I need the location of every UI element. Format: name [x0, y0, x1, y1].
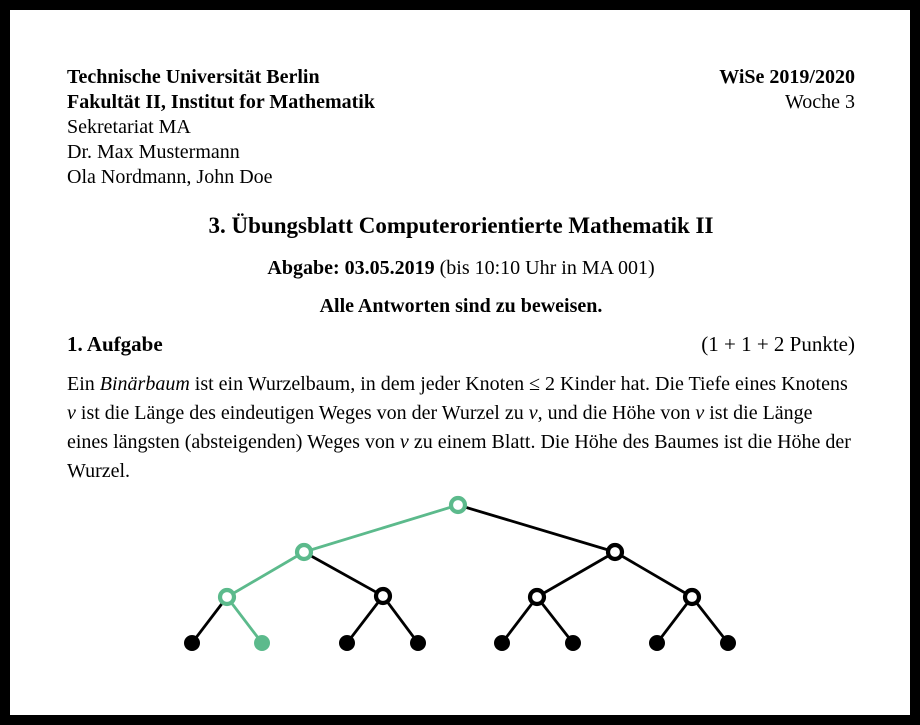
submission-details: (bis 10:10 Uhr in MA 001)	[434, 257, 655, 279]
text-segment: ist die Länge eines längsten (absteigenden) Weges von	[67, 402, 813, 453]
text-segment: , und die Höhe von	[537, 402, 696, 424]
document-header	[67, 65, 855, 190]
text-segment: zu einem Blatt. Die Höhe des Baumes ist die Höhe der Wurzel.	[67, 431, 851, 482]
semester-label: WiSe 2019/2020	[719, 66, 855, 88]
office-name: Sekretariat MA	[67, 116, 191, 138]
italic-term: v	[399, 431, 409, 453]
italic-term: v	[695, 402, 705, 424]
document-page	[10, 10, 910, 715]
document-title: 3. Übungsblatt Computerorientierte Mathematik II	[208, 213, 714, 238]
faculty-name: Fakultät II, Institut for Mathematik	[67, 91, 375, 113]
assistants-names: Ola Nordmann, John Doe	[67, 166, 273, 188]
week-label: Woche 3	[784, 91, 855, 113]
submission-deadline: Abgabe: 03.05.2019	[267, 257, 435, 279]
header-right-block	[719, 65, 855, 115]
exercise-heading-row	[67, 331, 855, 357]
text-segment: ist die Länge des eindeutigen Weges von der Wurzel zu	[75, 402, 529, 424]
institution-name: Technische Universität Berlin	[67, 66, 320, 88]
submission-line	[67, 256, 855, 280]
header-left-block	[67, 65, 375, 190]
italic-term: v	[528, 402, 538, 424]
proof-notice: Alle Antworten sind zu beweisen.	[319, 295, 603, 317]
text-segment: Ein	[67, 373, 100, 395]
italic-term: Binärbaum	[99, 373, 190, 395]
italic-term: v	[67, 402, 76, 424]
exercise-heading: 1. Aufgabe	[67, 332, 163, 356]
text-segment: ist ein Wurzelbaum, in dem jeder Knoten ≤ 2 Kinder hat. Die Tiefe eines Knotens	[189, 373, 848, 395]
exercise-points: (1 + 1 + 2 Punkte)	[701, 332, 855, 356]
exercise-text	[67, 370, 855, 486]
lecturer-name: Dr. Max Mustermann	[67, 141, 240, 163]
